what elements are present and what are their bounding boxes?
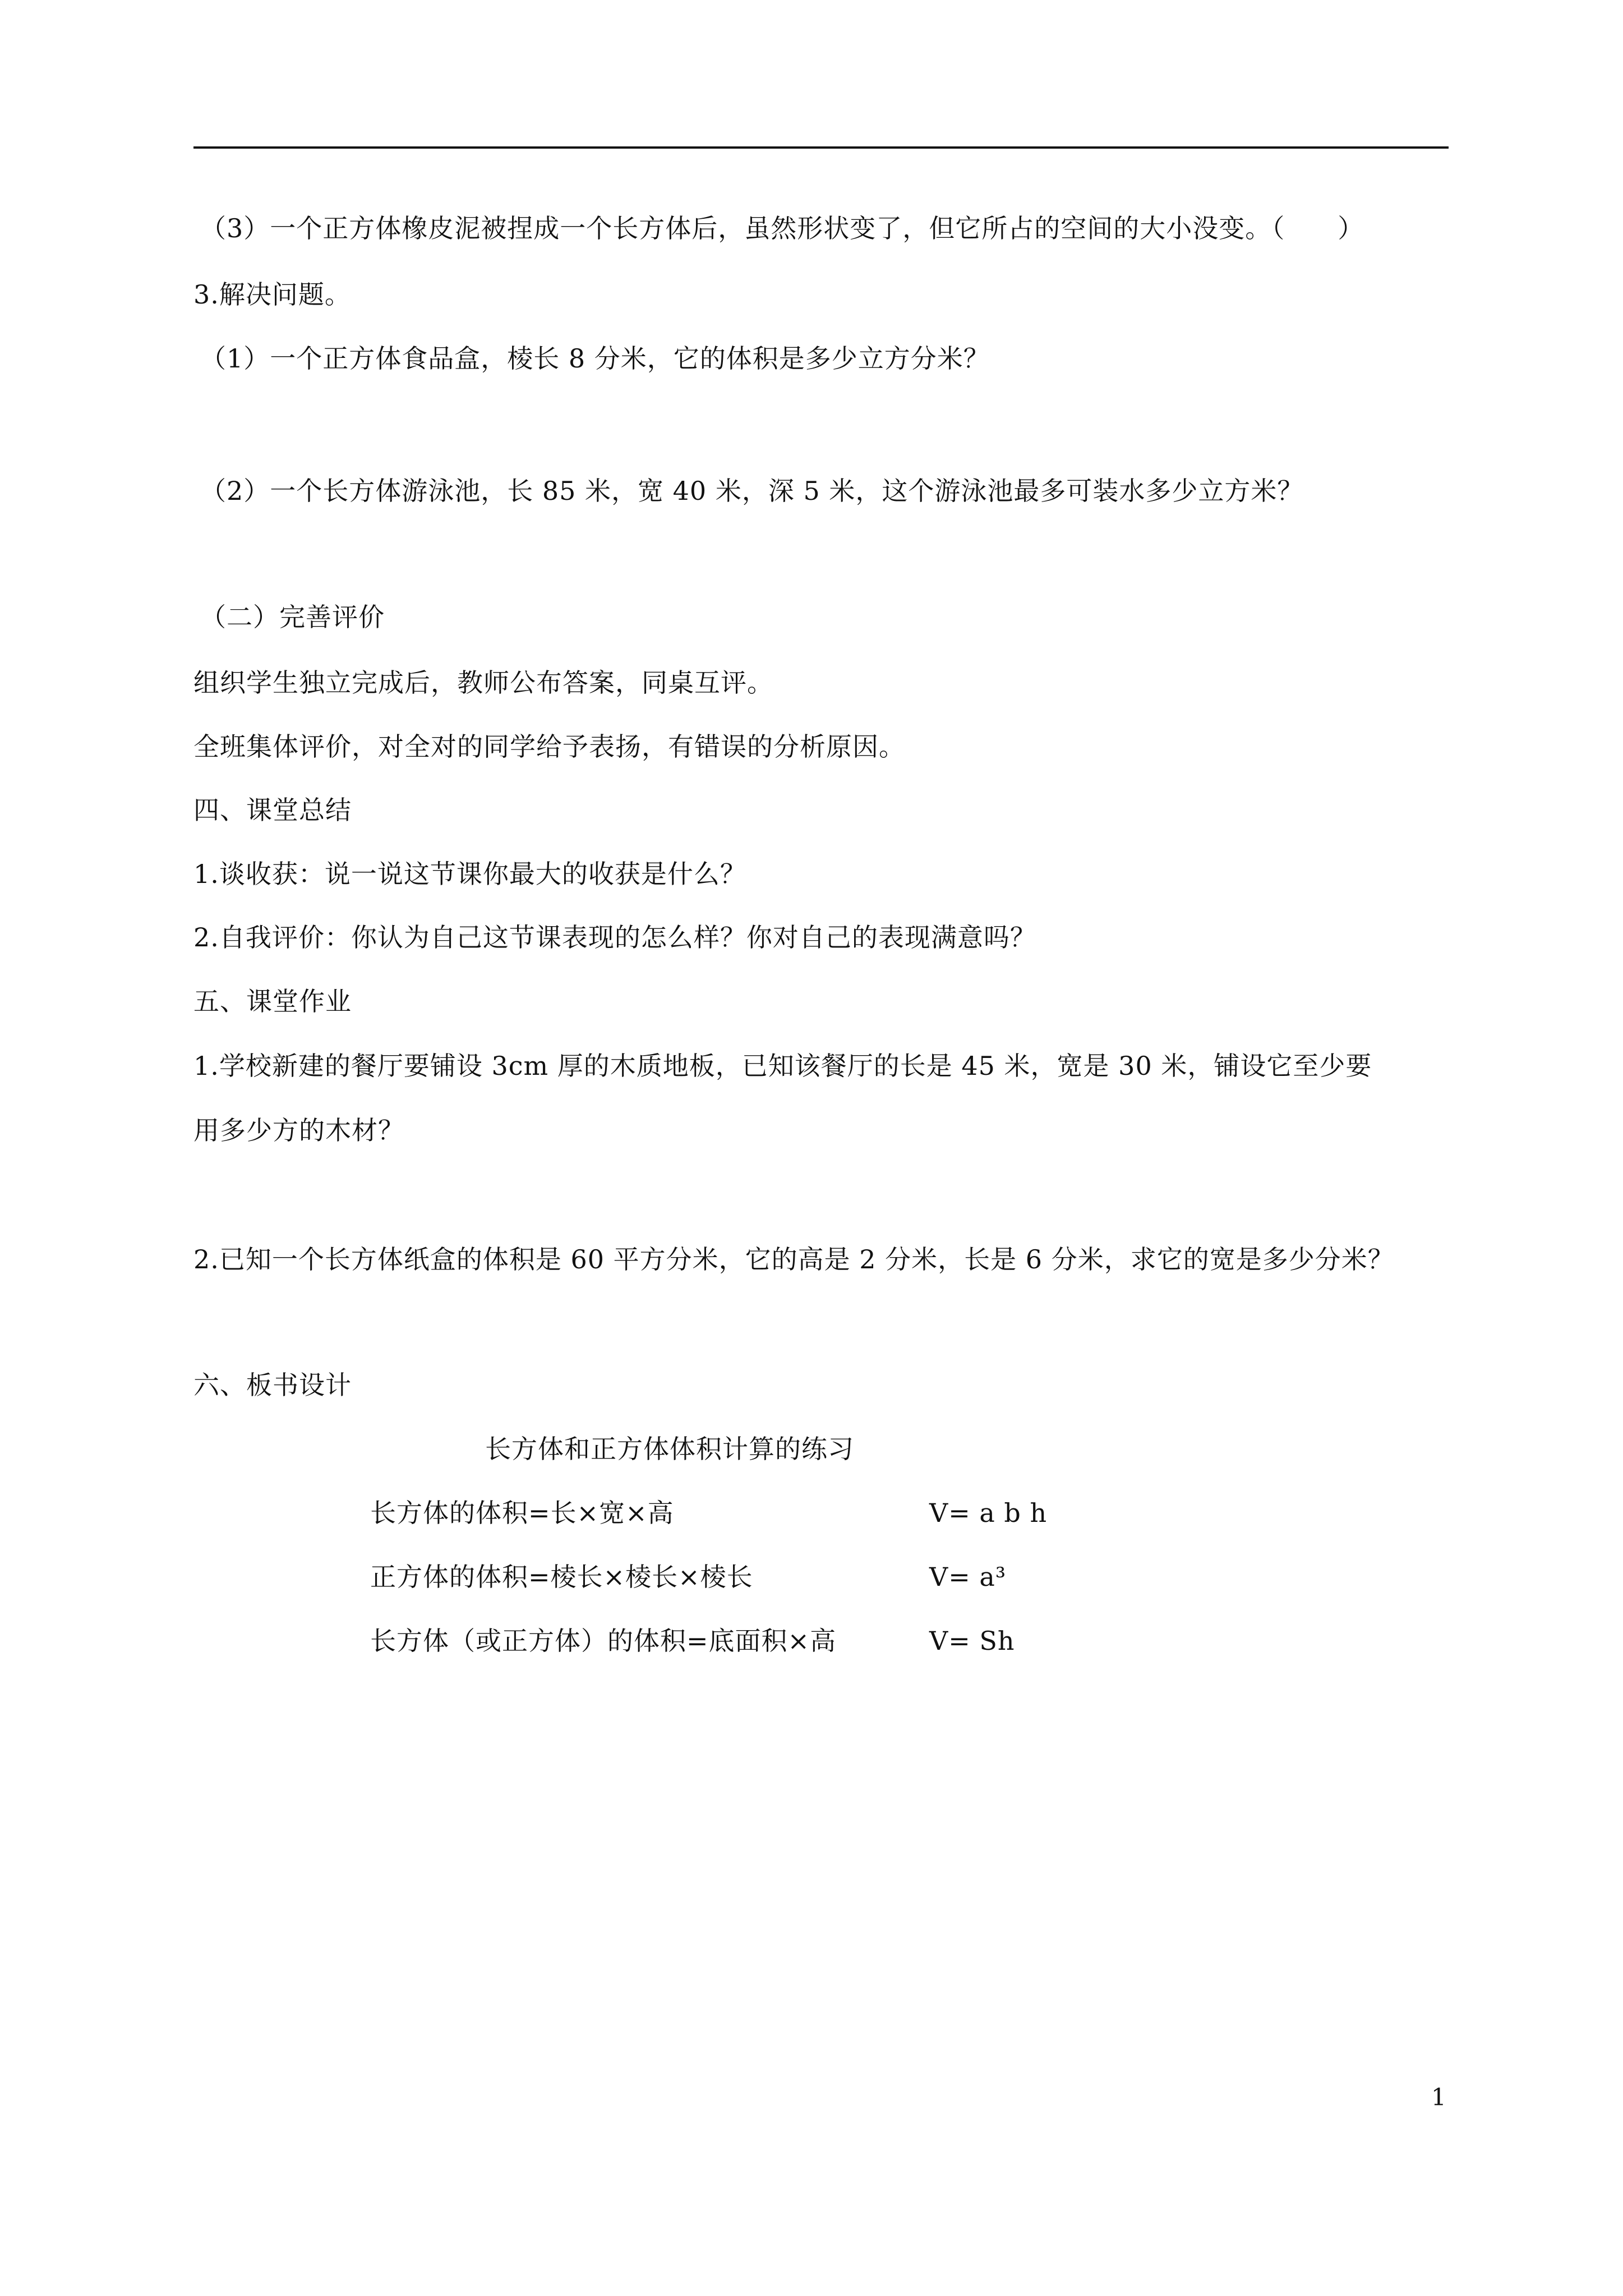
problem-1: （1）一个正方体食品盒，棱长 8 分米，它的体积是多少立方分米？ — [200, 343, 990, 374]
section-3-heading: 3.解决问题。 — [193, 279, 351, 310]
subsection-2-heading: （二）完善评价 — [200, 602, 385, 632]
question-3-3: （3）一个正方体橡皮泥被捏成一个长方体后，虽然形状变了，但它所占的空间的大小没变。（ ） — [200, 213, 1364, 243]
evaluation-line-2: 全班集体评价，对全对的同学给予表扬，有错误的分析原因。 — [193, 731, 905, 762]
formula-2-text: 正方体的体积=棱长×棱长×棱长 — [370, 1562, 753, 1592]
section-5-heading: 五、课堂作业 — [193, 986, 352, 1016]
formula-1-text: 长方体的体积=长×宽×高 — [370, 1498, 674, 1528]
section-4-heading: 四、课堂总结 — [193, 795, 352, 825]
formula-1-symbol: V= a b h — [929, 1498, 1048, 1528]
summary-item-2: 2.自我评价：你认为自己这节课表现的怎么样？你对自己的表现满意吗？ — [193, 922, 1036, 953]
header-rule — [193, 146, 1449, 149]
homework-1-line-2: 用多少方的木材？ — [193, 1115, 404, 1145]
summary-item-1: 1.谈收获：说一说这节课你最大的收获是什么？ — [193, 859, 746, 889]
formula-3-text: 长方体（或正方体）的体积=底面积×高 — [370, 1626, 837, 1656]
page-number: 1 — [1431, 2083, 1446, 2111]
evaluation-line-1: 组织学生独立完成后，教师公布答案，同桌互评。 — [193, 668, 773, 698]
problem-2: （2）一个长方体游泳池，长 85 米，宽 40 米，深 5 米，这个游泳池最多可装水多少立方米？ — [200, 476, 1304, 506]
section-6-heading: 六、板书设计 — [193, 1370, 352, 1400]
homework-2: 2.已知一个长方体纸盒的体积是 60 平方分米，它的高是 2 分米，长是 6 分米，求它的宽是多少分米？ — [193, 1244, 1394, 1274]
board-title: 长方体和正方体体积计算的练习 — [485, 1434, 854, 1464]
formula-2-symbol: V= a³ — [929, 1562, 1007, 1592]
homework-1-line-1: 1.学校新建的餐厅要铺设 3cm 厚的木质地板，已知该餐厅的长是 45 米，宽是 30 米，铺设它至少要 — [193, 1051, 1372, 1081]
formula-3-symbol: V= Sh — [929, 1626, 1015, 1656]
